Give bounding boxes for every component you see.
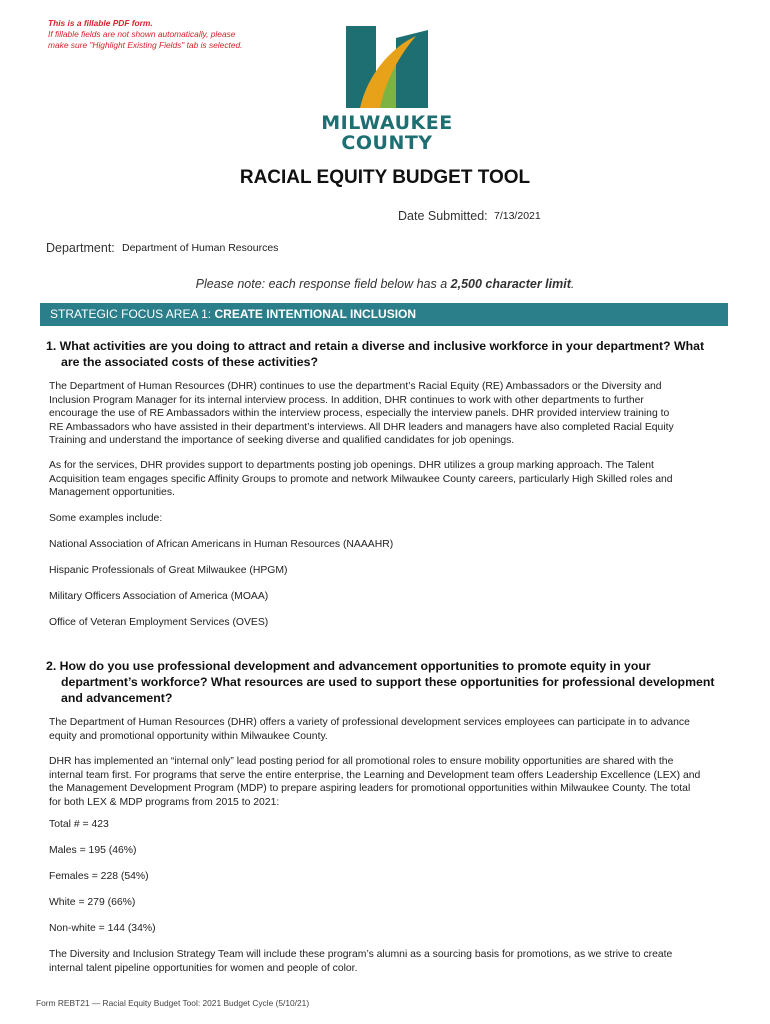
answer-line: Acquisition team engages specific Affinity Groups to promote and network Milwaukee County careers, particularly High Skilled roles and bbox=[49, 473, 673, 485]
logo-text-county: COUNTY bbox=[341, 132, 433, 154]
answer-line: DHR has implemented an “internal only” lead posting period for all promotional roles to ensure mobility opportunities are shared with the bbox=[49, 756, 674, 767]
example-item-moaa: Military Officers Association of America (MOAA) bbox=[49, 591, 269, 602]
answer-line: As for the services, DHR provides support to departments posting job openings. DHR utilizes a group marking approach. The Talent bbox=[49, 460, 654, 471]
example-item-hpgm: Hispanic Professionals of Great Milwaukee (HPGM) bbox=[49, 565, 288, 576]
stat-non-white: Non-white = 144 (34%) bbox=[49, 923, 156, 934]
character-limit-note bbox=[0, 277, 770, 291]
logo-text-milwaukee: MILWAUKEE bbox=[321, 112, 453, 134]
question-2-closing-paragraph[interactable] bbox=[49, 948, 721, 975]
question-2-line-1: 2. How do you use professional development and advancement opportunities to promote equity in your bbox=[46, 659, 651, 673]
answer-line: for both LEX & MDP programs from 2015 to 2021: bbox=[49, 796, 280, 808]
department-label: Department: bbox=[46, 241, 115, 255]
note-suffix: . bbox=[570, 277, 575, 291]
question-2-answer-paragraph-2[interactable] bbox=[49, 755, 721, 809]
notice-line-1: This is a fillable PDF form. bbox=[48, 18, 153, 28]
answer-line: The Department of Human Resources (DHR) offers a variety of professional development services employees can participate in to advance bbox=[49, 717, 690, 728]
question-1-line-1: 1. What activities are you doing to attract and retain a diverse and inclusive workforce in your department? What bbox=[46, 339, 705, 353]
answer-line: Management opportunities. bbox=[49, 487, 175, 498]
answer-line: RE Ambassadors who have assisted in their department’s interviews. All DHR leaders and managers have also completed Racial Equity bbox=[49, 421, 674, 433]
example-item-oves: Office of Veteran Employment Services (OVES) bbox=[49, 617, 269, 628]
fillable-form-notice bbox=[48, 18, 242, 51]
question-2-answer-paragraph-1[interactable] bbox=[49, 716, 721, 743]
notice-line-3: make sure "Highlight Existing Fields" tab is selected. bbox=[48, 40, 243, 50]
stat-males: Males = 195 (46%) bbox=[49, 845, 137, 856]
stat-white: White = 279 (66%) bbox=[49, 897, 136, 908]
answer-line: Training and understand the importance of seeking diverse and qualified candidates for job openings. bbox=[49, 435, 515, 446]
question-1-answer-paragraph-1[interactable] bbox=[49, 380, 721, 448]
stat-females: Females = 228 (54%) bbox=[49, 871, 149, 882]
examples-intro: Some examples include: bbox=[49, 513, 163, 524]
note-limit: 2,500 character limit bbox=[450, 277, 571, 291]
note-prefix: Please note: each response field below has a bbox=[195, 277, 451, 291]
answer-line: Inclusion Program Manager for its internal interview process. In addition, DHR continues to work with other departments to further bbox=[49, 394, 644, 406]
department-field[interactable]: Department of Human Resources bbox=[122, 242, 279, 254]
date-submitted-field[interactable]: 7/13/2021 bbox=[494, 210, 541, 222]
answer-line: internal team first. For programs that serve the entire enterprise, the Learning and Development team offers Leadership Excellence (LEX) and bbox=[49, 769, 701, 781]
example-item-naaahr: National Association of African Americans in Human Resources (NAAAHR) bbox=[49, 539, 394, 550]
answer-line: the Management Development Program (MDP) to prepare aspiring leaders for promotional opportunities within Milwaukee County. The total bbox=[49, 783, 691, 794]
form-footer: Form REBT21 — Racial Equity Budget Tool: 2021 Budget Cycle (5/10/21) bbox=[36, 998, 310, 1008]
question-1-line-2: are the associated costs of these activities? bbox=[61, 355, 318, 369]
answer-line: The Department of Human Resources (DHR) continues to use the department’s Racial Equity (RE) Ambassadors or the Diversity and bbox=[49, 381, 662, 392]
date-submitted-label: Date Submitted: bbox=[398, 209, 488, 223]
answer-line: encourage the use of RE Ambassadors within the interview process, especially the interview panels. DHR provided interview training to bbox=[49, 408, 670, 419]
question-1 bbox=[46, 338, 736, 370]
milwaukee-county-m-logo-icon bbox=[346, 22, 428, 108]
milwaukee-county-logo bbox=[312, 22, 462, 158]
answer-line: The Diversity and Inclusion Strategy Team will include these program’s alumni as a sourcing basis for promotions, as we strive to create bbox=[49, 949, 673, 960]
stat-total: Total # = 423 bbox=[49, 819, 109, 830]
banner-focus: CREATE INTENTIONAL INCLUSION bbox=[214, 307, 417, 321]
answer-line: equity and promotional opportunity within Milwaukee County. bbox=[49, 730, 328, 742]
notice-line-2: If fillable fields are not shown automatically, please bbox=[48, 29, 236, 39]
page-title: RACIAL EQUITY BUDGET TOOL bbox=[239, 167, 531, 188]
strategic-focus-banner bbox=[40, 303, 728, 326]
question-1-answer-paragraph-2[interactable] bbox=[49, 459, 721, 500]
answer-line: internal talent pipeline opportunities for women and people of color. bbox=[49, 962, 358, 974]
banner-prefix: STRATEGIC FOCUS AREA 1: bbox=[50, 307, 215, 321]
question-2 bbox=[46, 658, 736, 706]
question-2-line-3: and advancement? bbox=[61, 691, 173, 705]
question-2-line-2: department’s workforce? What resources are used to support these opportunities for professional development bbox=[61, 675, 715, 689]
